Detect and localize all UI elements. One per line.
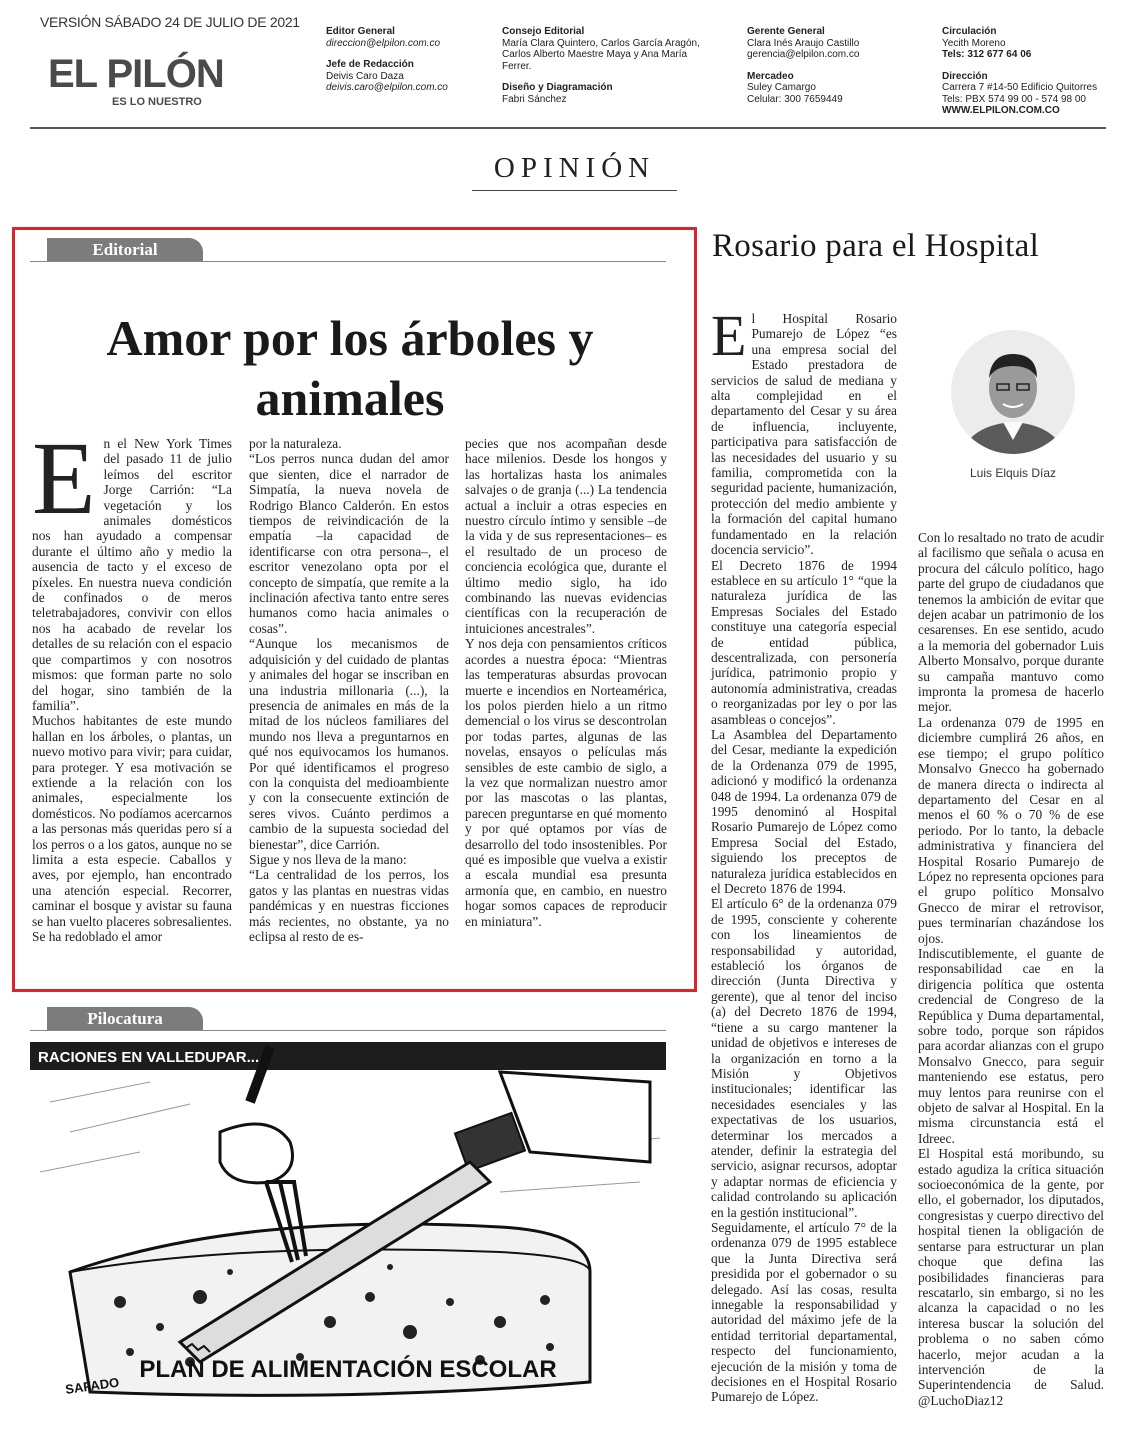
editorial-column-2	[249, 436, 449, 944]
mercadeo-label: Mercadeo	[747, 70, 794, 82]
cartoon-signature: SAFADO	[64, 1374, 121, 1397]
circulacion-name: Yecith Moreno	[942, 37, 1006, 49]
author-name: Luis Elquis Díaz	[969, 466, 1057, 480]
gerente-name: Clara Inés Araujo Castillo	[747, 37, 860, 49]
newspaper-logo[interactable]: EL PILÓN	[48, 52, 224, 96]
column-text-1	[711, 303, 897, 1405]
column-drop-cap: E	[711, 303, 747, 368]
editorial-tab[interactable]: Editorial	[47, 238, 203, 262]
mercadeo-name: Suley Camargo	[747, 82, 816, 93]
editorial-column-1	[32, 421, 232, 944]
newspaper-slogan: ES LO NUESTRO	[112, 96, 202, 108]
editorial-tab-rule	[30, 261, 666, 262]
column-paragraph: Indiscutiblemente, el guante de responsabilidad cae en la dirigencia política que ostenta credencial de Congreso de la República y Duma departamental, sobre todo, porque son rápidos para acordar alianzas con el grupo Monsalvo Gnecco, para seguir manteniendo ese estatus, pero muy lentos para reunirse con el objeto de salvar al Hospital. En la misma circunstancia está el Idreec.	[918, 945, 1104, 1146]
cartoon-caption: PLAN DE ALIMENTACIÓN ESCOLAR	[139, 1356, 557, 1383]
staff-consejo-block	[502, 26, 717, 105]
editorial-paragraph: “Los perros nunca dudan del amor que sienten, dice el narrador de Simpatía, la nueva novela de Rodrigo Blanco Calderón. En estos tiempos de reivindicación de la empatía –la capacidad de identificarse con otra persona–, el escritor venezolano opta por el concepto de simpatía, que remite a la inclinación afectiva tanto entre seres humanos como hacia animales o cosas”.	[249, 451, 449, 636]
section-title: OPINIÓN	[493, 152, 656, 184]
column-paragraph: Con lo resaltado no trato de acudir al facilismo que señala o acusa en procura del cálculo político, hago parte del grupo de ciudadanos que tenemos la ambición de evitar que dejen acabar un patrimonio de los cesarenses. En ese sentido, acudo a la memoria del gobernador Luis Alberto Monsalvo, porque durante su campaña mantuvo como impronta la promesa de hacerlo mejor.	[918, 530, 1104, 715]
staff-editor-block	[326, 26, 496, 94]
column-paragraph	[711, 303, 897, 558]
gerente-email[interactable]: gerencia@elpilon.com.co	[747, 49, 860, 60]
author-photo-drawing	[951, 330, 1075, 454]
editorial-lead-text: n el New York Times del pasado 11 de julio leímos del escritor Jorge Carrión: “La vegetación y los animales domésticos	[103, 436, 232, 529]
direccion-label: Dirección	[942, 70, 988, 82]
editorial-paragraph: por la naturaleza.	[249, 436, 342, 451]
author-photo	[951, 330, 1075, 454]
redaccion-label: Jefe de Redacción	[326, 59, 414, 70]
headline-line-2: animales	[255, 370, 445, 426]
diseno-label: Diseño y Diagramación	[502, 82, 613, 93]
mercadeo-phone: Celular: 300 7659449	[747, 93, 843, 105]
consejo-line-3: Ferrer.	[502, 60, 532, 72]
column-paragraph: La Asamblea del Departamento del Cesar, mediante la expedición de la Ordenanza 079 de 1995, adicionó y modificó la ordenanza 048 de 1994. La ordenanza 079 de 1995 denominó al Hospital Rosario Pumarejo de López como Empresa Social del Estado, siguiendo los preceptos de naturaleza jurídica establecidos en el Decreto 1876 de 1994.	[711, 726, 897, 897]
left-hand	[220, 1124, 293, 1183]
circulacion-label: Circulación	[942, 26, 997, 37]
edition-date: VERSIÓN SÁBADO 24 DE JULIO DE 2021	[40, 14, 300, 30]
diseno-name: Fabri Sánchez	[502, 93, 567, 105]
column-lead-rest: prestadora de servicios de salud de mediana y alta complejidad en el departamento del Cesar y su área de influencia, incluyente, participativa para satisfacción de las necesidades del usuario y su familia, comprometida con la seguridad paciente, humanización, protección del medio ambiente y la formación del capital humano fundamentado en la relación docencia servicio”.	[711, 357, 897, 558]
redaccion-name: Deivis Caro Daza	[326, 70, 404, 82]
editorial-paragraph: “Aunque los mecanismos de adquisición y del cuidado de plantas y animales del hogar se inscriban en una industria millonaria (...), la presencia de animales en más de la mitad de los núcleos familiares del mundo nos lleva a preguntarnos en qué nos equivocamos los humanos. Por qué identificamos el progreso con la conquista del medioambiente y con la consecuente extinción de seres vivos. Cuánto perdimos a cambio de la supuesta sociedad del bienestar”, dice Carrión.	[249, 636, 449, 852]
cartoon-banner-text: RACIONES EN VALLEDUPAR...	[38, 1049, 260, 1066]
editorial-lead-rest: nos han ayudado a compensar durante el último año y medio la ausencia de tacto y el exceso de píxeles. En nuestra nueva condición de confinados o de meros teletrabajadores, convivir con ellos nos ha acabado de revelar los detalles de su relación con el espacio que compartimos y con nosotros mismos: que forman parte no solo del hogar, sino también de la familia”.	[32, 528, 232, 713]
redaccion-email[interactable]: deivis.caro@elpilon.com.co	[326, 82, 448, 93]
editorial-paragraph: “La centralidad de los perros, los gatos y las plantas en nuestras vidas pandémicas y en nuestras ficciones más recientes, no obstante, ya no eclipsa al resto de es-	[249, 867, 449, 944]
consejo-line-2: Carlos Alberto Maestre Maya y Ana María	[502, 49, 688, 60]
column-paragraph: El Decreto 1876 de 1994 establece en su artículo 1° “que la naturaleza jurídica de las Empresas Sociales del Estado constituye una categoría especial de entidad pública, descentralizada, con personería jurídica, patrimonio propio y autonomía administrativa, creadas o reorganizadas por ley o por las asambleas o concejos”.	[711, 557, 897, 727]
column-paragraph: Seguidamente, el artículo 7° de la ordenanza 079 de 1995 establece que la Junta Directiva será presidida por el gobernador o su delegado. Así las cosas, resulta innegable la responsabilidad y autoridad del máximo jefe de la entidad territorial departamental, respecto del funcionamiento, ejecución de la misión y toma de decisiones en el Hospital Rosario Pumarejo de López.	[711, 1219, 897, 1405]
drop-cap: E	[32, 421, 96, 536]
gerente-label: Gerente General	[747, 26, 825, 37]
editorial-headline	[30, 308, 670, 428]
editorial-paragraph	[32, 421, 232, 713]
editor-email[interactable]: direccion@elpilon.com.co	[326, 37, 441, 49]
editor-label: Editor General	[326, 26, 395, 37]
cartoon-drawing	[30, 1042, 666, 1416]
editorial-paragraph: Sigue y nos lleva de la mano:	[249, 851, 407, 867]
column-lead-text: l Hospital Rosario Pumarejo de López “es una empresa social del Estado	[751, 311, 897, 373]
pilocatura-tab[interactable]: Pilocatura	[47, 1007, 203, 1031]
column-paragraph: La ordenanza 079 de 1995 en diciembre cumplirá 26 años, en ese tiempo; el grupo político Monsalvo Gnecco ha gobernado de manera directa o indirecta al departamento del Cesar en al menos el 60 % o 70 % de ese periodo. Por lo tanto, la debacle administrativa y financiera del Hospital Rosario Pumarejo de López no representa opciones para el grupo político Monsalvo Gnecco de mirar el retrovisor, pues terminarían chazándose los ojos.	[918, 714, 1104, 946]
editorial-paragraph: pecies que nos acompañan desde hace milenios. Desde los hongos y las hortalizas hasta los animales salvajes o de granja (...) La tendencia actual a incluir a otras especies en nuestro círculo íntimo y sensible –de la vida y de sus representaciones– es el resultado de un proceso de conciencia ecológica que, durante el último medio siglo, ha ido combinando las nuevas evidencias científicas con la recuperación de intuiciones ancestrales”.	[465, 436, 667, 636]
editorial-column-3	[465, 436, 667, 929]
headline-line-1: Amor por los árboles y	[106, 310, 594, 366]
column-paragraph: El artículo 6° de la ordenanza 079 de 1995, consciente y coherente con los lineamientos de responsabilidad y autoridad, estableció los órganos de dirección (Junta Directiva y gerente), que al tenor del inciso (a) del Decreto 1876 de 1994, “tiene a su cargo mantener la unidad de objetivos e intereses de la organización en torno a la Misión y Objetivos institucionales; identificar las necesidades esenciales y las expectativas de los usuarios, determinar los mercados a atender, definir la estrategia del servicio, asignar recursos, adoptar y adaptar normas de eficiencia y calidad controlando su aplicación en la gestión institucional”.	[711, 896, 897, 1220]
editorial-paragraph: Y nos deja con pensamientos críticos acordes a nuestra época: “Mientras las temperaturas absurdas provocan muerte e incendios en Norteamérica, los polos pierden hielo a un ritmo demencial o los virus se descontrolan por todas partes, algunas de las novelas, ensayos o películas más sensibles de este cambio de siglo, a la vez que normalizan nuestro amor por las mascotas o las plantas, parecen preguntarse en qué momento y por qué optamos por vías de desarrollo del todo insostenibles. Por qué es imposible que vuelva a existir a escala mundial esa presunta armonía que, en cambio, en nuestro hogar somos capaces de reproducir en miniatura”.	[465, 636, 667, 929]
website-link[interactable]: WWW.ELPILON.COM.CO	[942, 105, 1060, 116]
editorial-paragraph: Muchos habitantes de este mundo hallan en los árboles, o plantas, un nuevo motivo para vivir; para cuidar, para proteger. Y esa motivación se extiende a la relación con los animales, especialmente los domésticos. No podíamos acercarnos a las personas más queridas pero sí a los perros o a los gatos, aunque no se limita a esta especie. Caballos y aves, por ejemplo, han encontrado una atención especial. Recorrer, caminar el bosque y avistar su fauna se han vuelto placeres sobresalientes. Se ha redoblado el amor	[32, 713, 232, 944]
staff-circulacion-block	[942, 26, 1112, 117]
consejo-label: Consejo Editorial	[502, 26, 585, 37]
column-text-2	[918, 530, 1104, 1408]
cartoon-illustration[interactable]	[30, 1042, 666, 1416]
column-title[interactable]: Rosario para el Hospital	[712, 228, 1040, 264]
masthead-divider	[30, 127, 1106, 129]
section-underline	[472, 190, 677, 191]
circulacion-phone: Tels: 312 677 64 06	[942, 49, 1032, 60]
pilocatura-tab-rule	[30, 1030, 666, 1031]
direccion-phone: Tels: PBX 574 99 00 - 574 98 00	[942, 93, 1086, 105]
consejo-line-1: María Clara Quintero, Carlos García Aragón,	[502, 37, 700, 49]
column-paragraph: El Hospital está moribundo, su estado agudiza la crítica situación socioeconómica de la gente, por ello, el gobernador, los diputados, congresistas y cuerpo directivo del hospital tienen la obligación de sentarse para estructurar un plan choque que defina las posibilidades financieras para rescatarlo, sin embargo, si no les alcanza la capacidad o no les interesa buscar la solución del problema o no saben cómo hacerlo, mejor acudan a la intervención de la Superintendencia de Salud. @LuchoDiaz12	[918, 1146, 1104, 1408]
staff-gerencia-block	[747, 26, 917, 105]
direccion-address: Carrera 7 #14-50 Edificio Quitorres	[942, 82, 1098, 93]
